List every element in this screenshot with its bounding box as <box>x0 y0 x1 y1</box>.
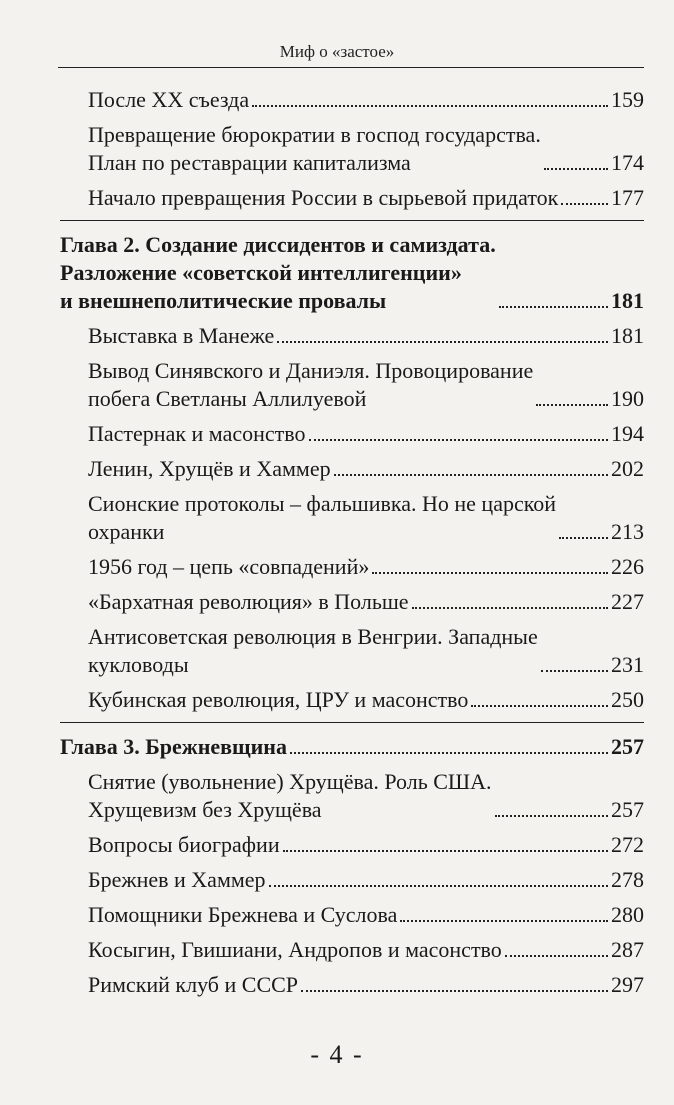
title-line: Косыгин, Гвишиани, Андропов и масонство <box>88 937 502 962</box>
dot-leader <box>400 920 608 922</box>
title-line: Ленин, Хрущёв и Хаммер <box>88 456 331 481</box>
title-line: и внешнеполитические провалы <box>60 288 387 313</box>
page-ref: 257 <box>611 734 644 759</box>
dot-leader <box>536 404 608 406</box>
chapter-title <box>60 231 496 315</box>
title-line: кукловоды <box>88 652 189 677</box>
dot-leader <box>541 670 608 672</box>
title-line: План по реставрации капитализма <box>88 150 411 175</box>
title-line: Превращение бюрократии в господ государства. <box>88 122 541 147</box>
toc-entry <box>60 455 644 483</box>
entry-title <box>88 86 249 114</box>
title-line: Антисоветская революция в Венгрии. Западные <box>88 624 538 649</box>
dot-leader <box>372 572 608 574</box>
title-line: Глава 3. Брежневщина <box>60 734 287 759</box>
page-ref: 174 <box>611 150 644 175</box>
title-line: Разложение «советской интеллигенции» <box>60 260 462 285</box>
page-ref: 257 <box>611 797 644 822</box>
dot-leader <box>505 955 608 957</box>
toc-entry <box>60 184 644 212</box>
title-line: Вывод Синявского и Даниэля. Провоцирование <box>88 358 534 383</box>
toc-entry <box>60 831 644 859</box>
toc-chapter-entry <box>60 231 644 315</box>
toc-entry <box>60 901 644 929</box>
title-line: Глава 2. Создание диссидентов и самиздата. <box>60 232 496 257</box>
entry-title <box>88 971 298 999</box>
page-ref: 226 <box>611 554 644 579</box>
entry-title <box>88 121 541 177</box>
toc-entry <box>60 322 644 350</box>
entry-title <box>88 553 369 581</box>
title-line: «Бархатная революция» в Польше <box>88 589 409 614</box>
dot-leader <box>561 203 608 205</box>
title-line: Снятие (увольнение) Хрущёва. Роль США. <box>88 769 492 794</box>
page-ref: 227 <box>611 589 644 614</box>
chapter-title <box>60 733 287 761</box>
page-ref: 272 <box>611 832 644 857</box>
page-ref: 231 <box>611 652 644 677</box>
toc-entry <box>60 768 644 824</box>
entry-title <box>88 901 397 929</box>
page-ref: 159 <box>611 87 644 112</box>
entry-title <box>88 623 538 679</box>
page-ref: 202 <box>611 456 644 481</box>
running-head: Миф о «застое» <box>279 42 395 61</box>
toc-entry <box>60 588 644 616</box>
toc-entry <box>60 866 644 894</box>
page-ref: 194 <box>611 421 644 446</box>
entry-title <box>88 768 492 824</box>
title-line: Пастернак и масонство <box>88 421 306 446</box>
page-ref: 280 <box>611 902 644 927</box>
entry-title <box>88 866 266 894</box>
page-ref: 287 <box>611 937 644 962</box>
toc-entry <box>60 623 644 679</box>
dot-leader <box>290 752 608 754</box>
page-number: - 4 - <box>310 1040 364 1069</box>
chapter-divider <box>60 220 644 221</box>
toc-entry <box>60 936 644 964</box>
title-line: 1956 год – цепь «совпадений» <box>88 554 370 579</box>
dot-leader <box>471 705 608 707</box>
entry-title <box>88 420 306 448</box>
page-ref: 181 <box>611 288 644 313</box>
dot-leader <box>252 105 608 107</box>
title-line: побега Светланы Аллилуевой <box>88 386 367 411</box>
page-ref: 278 <box>611 867 644 892</box>
dot-leader <box>412 607 608 609</box>
table-of-contents <box>60 74 644 1006</box>
title-line: Хрущевизм без Хрущёва <box>88 797 322 822</box>
toc-entry <box>60 121 644 177</box>
page-ref: 190 <box>611 386 644 411</box>
toc-chapter-entry <box>60 733 644 761</box>
entry-title <box>88 322 274 350</box>
dot-leader <box>269 885 608 887</box>
entry-title <box>88 831 280 859</box>
title-line: Вопросы биографии <box>88 832 280 857</box>
page-ref: 297 <box>611 972 644 997</box>
toc-entry <box>60 357 644 413</box>
chapter-divider <box>60 722 644 723</box>
page-ref: 177 <box>611 185 644 210</box>
toc-entry <box>60 490 644 546</box>
dot-leader <box>283 850 608 852</box>
title-line: охранки <box>88 519 165 544</box>
dot-leader <box>301 990 608 992</box>
title-line: Римский клуб и СССР <box>88 972 299 997</box>
spacer <box>60 74 644 86</box>
title-line: Выставка в Манеже <box>88 323 275 348</box>
dot-leader <box>544 168 608 170</box>
entry-title <box>88 357 533 413</box>
toc-entry <box>60 86 644 114</box>
toc-entry <box>60 420 644 448</box>
entry-title <box>88 455 331 483</box>
dot-leader <box>309 439 609 441</box>
title-line: Сионские протоколы – фальшивка. Но не царской <box>88 491 557 516</box>
page-ref: 181 <box>611 323 644 348</box>
title-line: Брежнев и Хаммер <box>88 867 266 892</box>
title-line: После ХХ съезда <box>88 87 250 112</box>
toc-entry <box>60 971 644 999</box>
entry-title <box>88 936 502 964</box>
title-line: Кубинская революция, ЦРУ и масонство <box>88 687 469 712</box>
page-ref: 213 <box>611 519 644 544</box>
entry-title <box>88 490 556 546</box>
header-rule <box>58 67 644 68</box>
dot-leader <box>334 474 608 476</box>
dot-leader <box>559 537 608 539</box>
dot-leader <box>499 306 608 308</box>
page-ref: 250 <box>611 687 644 712</box>
entry-title <box>88 184 558 212</box>
toc-entry <box>60 686 644 714</box>
entry-title <box>88 588 409 616</box>
dot-leader <box>495 815 608 817</box>
toc-entry <box>60 553 644 581</box>
title-line: Начало превращения России в сырьевой придаток <box>88 185 559 210</box>
dot-leader <box>277 341 608 343</box>
title-line: Помощники Брежнева и Суслова <box>88 902 398 927</box>
entry-title <box>88 686 468 714</box>
